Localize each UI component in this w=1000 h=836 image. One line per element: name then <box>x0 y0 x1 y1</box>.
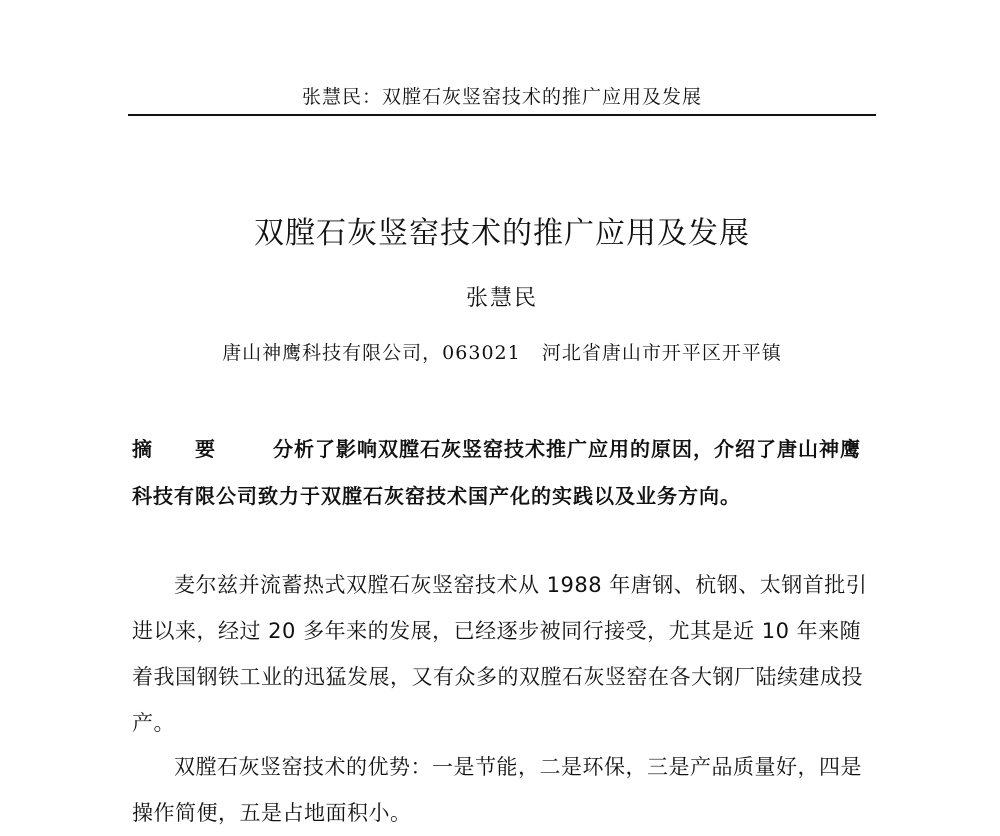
body-paragraph: 双膛石灰竖窑技术的优势：一是节能，二是环保，三是产品质量好，四是操作简便，五是占地面积小。 <box>132 755 862 825</box>
article-title: 双膛石灰竖窑技术的推广应用及发展 <box>254 216 750 251</box>
author-affiliation: 唐山神鹰科技有限公司，063021 河北省唐山市开平区开平镇 <box>222 342 782 364</box>
abstract-text: 分析了影响双膛石灰竖窑技术推广应用的原因，介绍了唐山神鹰科技有限公司致力于双膛石灰窑技术国产化的实践以及业务方向。 <box>132 437 861 508</box>
abstract <box>132 426 876 520</box>
running-header: 张慧民：双膛石灰竖窑技术的推广应用及发展 <box>301 86 702 108</box>
author-name: 张慧民 <box>465 286 538 311</box>
header-rule <box>128 114 876 116</box>
body-paragraph: 麦尔兹并流蓄热式双膛石灰竖窑技术从 1988 年唐钢、杭钢、太钢首批引进以来，经过 20 多年来的发展，已经逐步被同行接受，尤其是近 10 年来随着我国钢铁工业的迅猛发展，又有众多的双膛石灰竖窑在各大钢厂陆续建成投产。 <box>132 573 868 735</box>
abstract-label: 摘 要 <box>132 437 233 461</box>
